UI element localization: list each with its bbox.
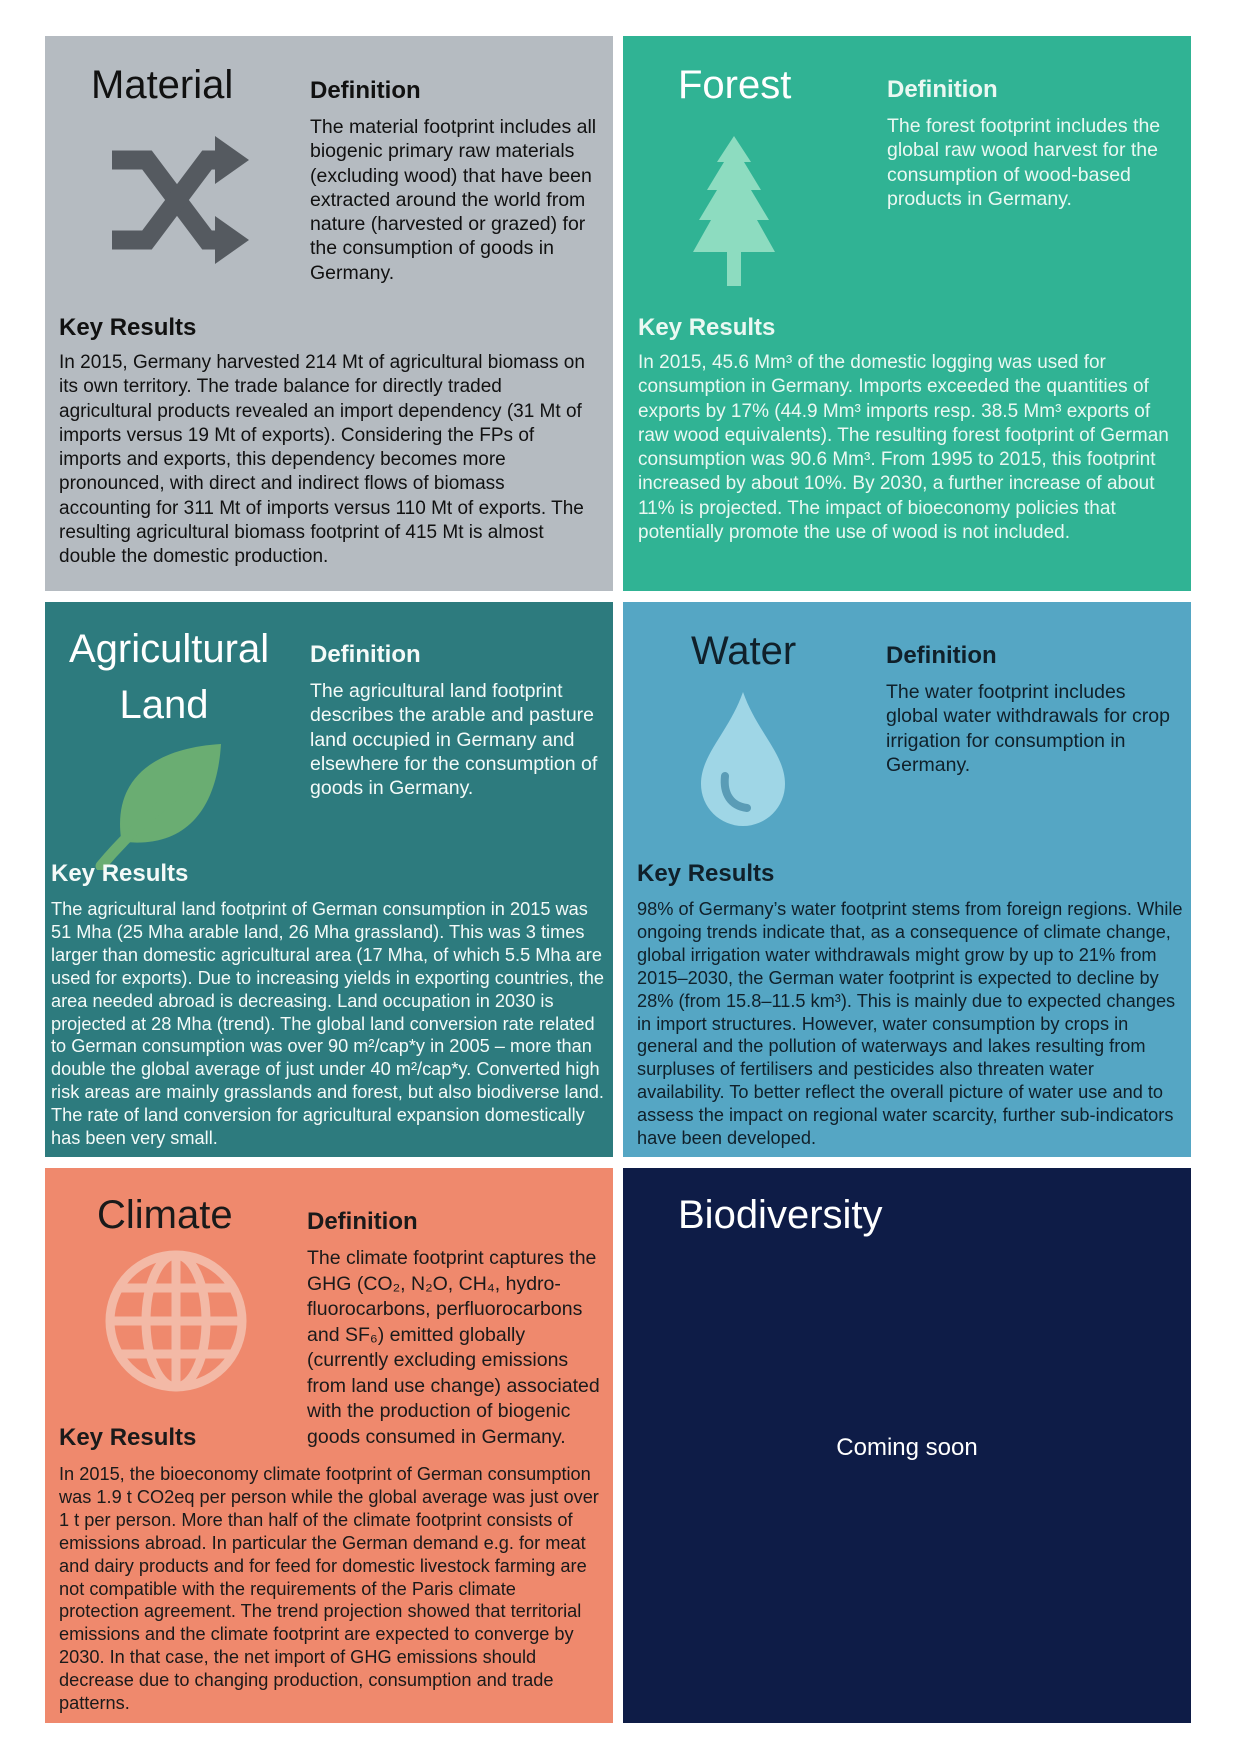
- water-definition-text: The water footprint includes global water withdrawals for crop irrigation for consumption in Germany.: [886, 681, 1170, 776]
- globe-icon: [103, 1248, 249, 1399]
- climate-title: Climate: [97, 1193, 233, 1237]
- forest-key-results-heading: Key Results: [638, 314, 776, 341]
- agri-definition-heading: Definition: [310, 641, 421, 668]
- material-panel: [45, 36, 613, 591]
- agri-title-line1: Agricultural: [69, 627, 270, 671]
- agri-title-line2: Land: [119, 683, 209, 727]
- material-definition-heading: Definition: [310, 77, 421, 104]
- biodiversity-title: Biodiversity: [678, 1193, 883, 1237]
- climate-definition-heading: Definition: [307, 1208, 418, 1235]
- forest-definition-text: The forest footprint includes the global raw wood harvest for the consumption of wood-based products in Germany.: [887, 115, 1161, 210]
- agri-key-results-heading: Key Results: [51, 860, 189, 887]
- climate-panel: [45, 1168, 613, 1723]
- water-title: Water: [691, 629, 797, 673]
- climate-key-results-text: In 2015, the bioeconomy climate footprint of German consumption was 1.9 t CO2eq per person while the global average was just over 1 t per person. More than half of the climate footprint consists of emissions abroad. In particular the German demand e.g. for meat and dairy products and for feed for domestic livestock farming are not compatible with the requirements of the Paris climate protection agreement. The trend projection showed that territorial emissions and the climate footprint are expected to converge by 2030. In that case, the net import of GHG emissions should decrease due to changing production, consumption and trade patterns.: [59, 1464, 599, 1714]
- forest-title: Forest: [678, 63, 792, 107]
- material-key-results-text: In 2015, Germany harvested 214 Mt of agricultural biomass on its own territory. The trade balance for directly traded agricultural products revealed an import dependency (31 Mt of imports versus 19 Mt of exports). Considering the FPs of imports and exports, this dependency becomes more pronounced, with direct and indirect flows of biomass accounting for 311 Mt of imports versus 110 Mt of exports. The resulting agricultural biomass footprint of 415 Mt is almost double the domestic production.: [59, 352, 585, 568]
- leaf-icon: [95, 738, 225, 875]
- biodiversity-status: Coming soon: [836, 1434, 978, 1461]
- agri-panel: [45, 602, 613, 1157]
- water-key-results-heading: Key Results: [637, 860, 775, 887]
- fir-tree-icon: [691, 136, 777, 295]
- material-key-results-heading: Key Results: [59, 314, 197, 341]
- agri-definition-text: The agricultural land footprint describes the arable and pasture land occupied in Germany and elsewhere for the consumption of goods in Germany.: [310, 680, 598, 800]
- climate-key-results-heading: Key Results: [59, 1424, 197, 1451]
- water-drop-icon: [693, 690, 793, 833]
- material-title: Material: [91, 63, 234, 107]
- shuffle-arrows-icon: [107, 136, 253, 269]
- material-definition-text: The material footprint includes all biogenic primary raw materials (excluding wood) that have been extracted around the world from nature (harvested or grazed) for the consumption of goods in Germany.: [310, 116, 597, 284]
- forest-panel: [623, 36, 1191, 591]
- water-definition-heading: Definition: [886, 642, 997, 669]
- forest-key-results-text: In 2015, 45.6 Mm³ of the domestic logging was used for consumption in Germany. Imports exceeded the quantities of exports by 17% (44.9 Mm³ imports resp. 38.5 Mm³ exports of raw wood equivalents). The resulting forest footprint of German consumption was 90.6 Mm³. From 1995 to 2015, this footprint increased by about 10%. By 2030, a further increase of about 11% is projected. The impact of bioeconomy policies that potentially promote the use of wood is not included.: [638, 352, 1169, 544]
- agri-key-results-text: The agricultural land footprint of German consumption in 2015 was 51 Mha (25 Mha arable land, 26 Mha grassland). This was 3 times larger than domestic agricultural area (17 Mha, of which 5.5 Mha are used for exports). Due to increasing yields in exporting countries, the area needed abroad is decreasing. Land occupation in 2030 is projected at 28 Mha (trend). The global land conversion rate related to German consumption was over 90 m²/cap*y in 2005 – more than double the global average of just under 40 m²/cap*y. Converted high risk areas are mainly grasslands and forest, but also biodiverse land. The rate of land conversion for agricultural expansion domestically has been very small.: [51, 899, 604, 1149]
- water-panel: [623, 602, 1191, 1157]
- forest-definition-heading: Definition: [887, 76, 998, 103]
- agri-title: [69, 626, 270, 728]
- water-key-results-text: 98% of Germany’s water footprint stems from foreign regions. While ongoing trends indicate that, as a consequence of climate change, global irrigation water withdrawals might grow by up to 21% from 2015–2030, the German water footprint is expected to decline by 28% (from 15.8–11.5 km³). This is mainly due to expected changes in import structures. However, water consumption by crops in general and the pollution of waterways and lakes resulting from surpluses of fertilisers and pesticides also threaten water availability. To better reflect the overall picture of water use and to assess the impact on regional water scarcity, further sub-indicators have been developed.: [637, 899, 1183, 1149]
- climate-definition-text: The climate footprint captures the GHG (CO₂, N₂O, CH₄, hydro-fluorocarbons, perfluorocarbons and SF₆) emitted globally (currently excluding emissions from land use change) associated with the production of biogenic goods consumed in Germany.: [307, 1247, 600, 1448]
- biodiversity-panel: [623, 1168, 1191, 1723]
